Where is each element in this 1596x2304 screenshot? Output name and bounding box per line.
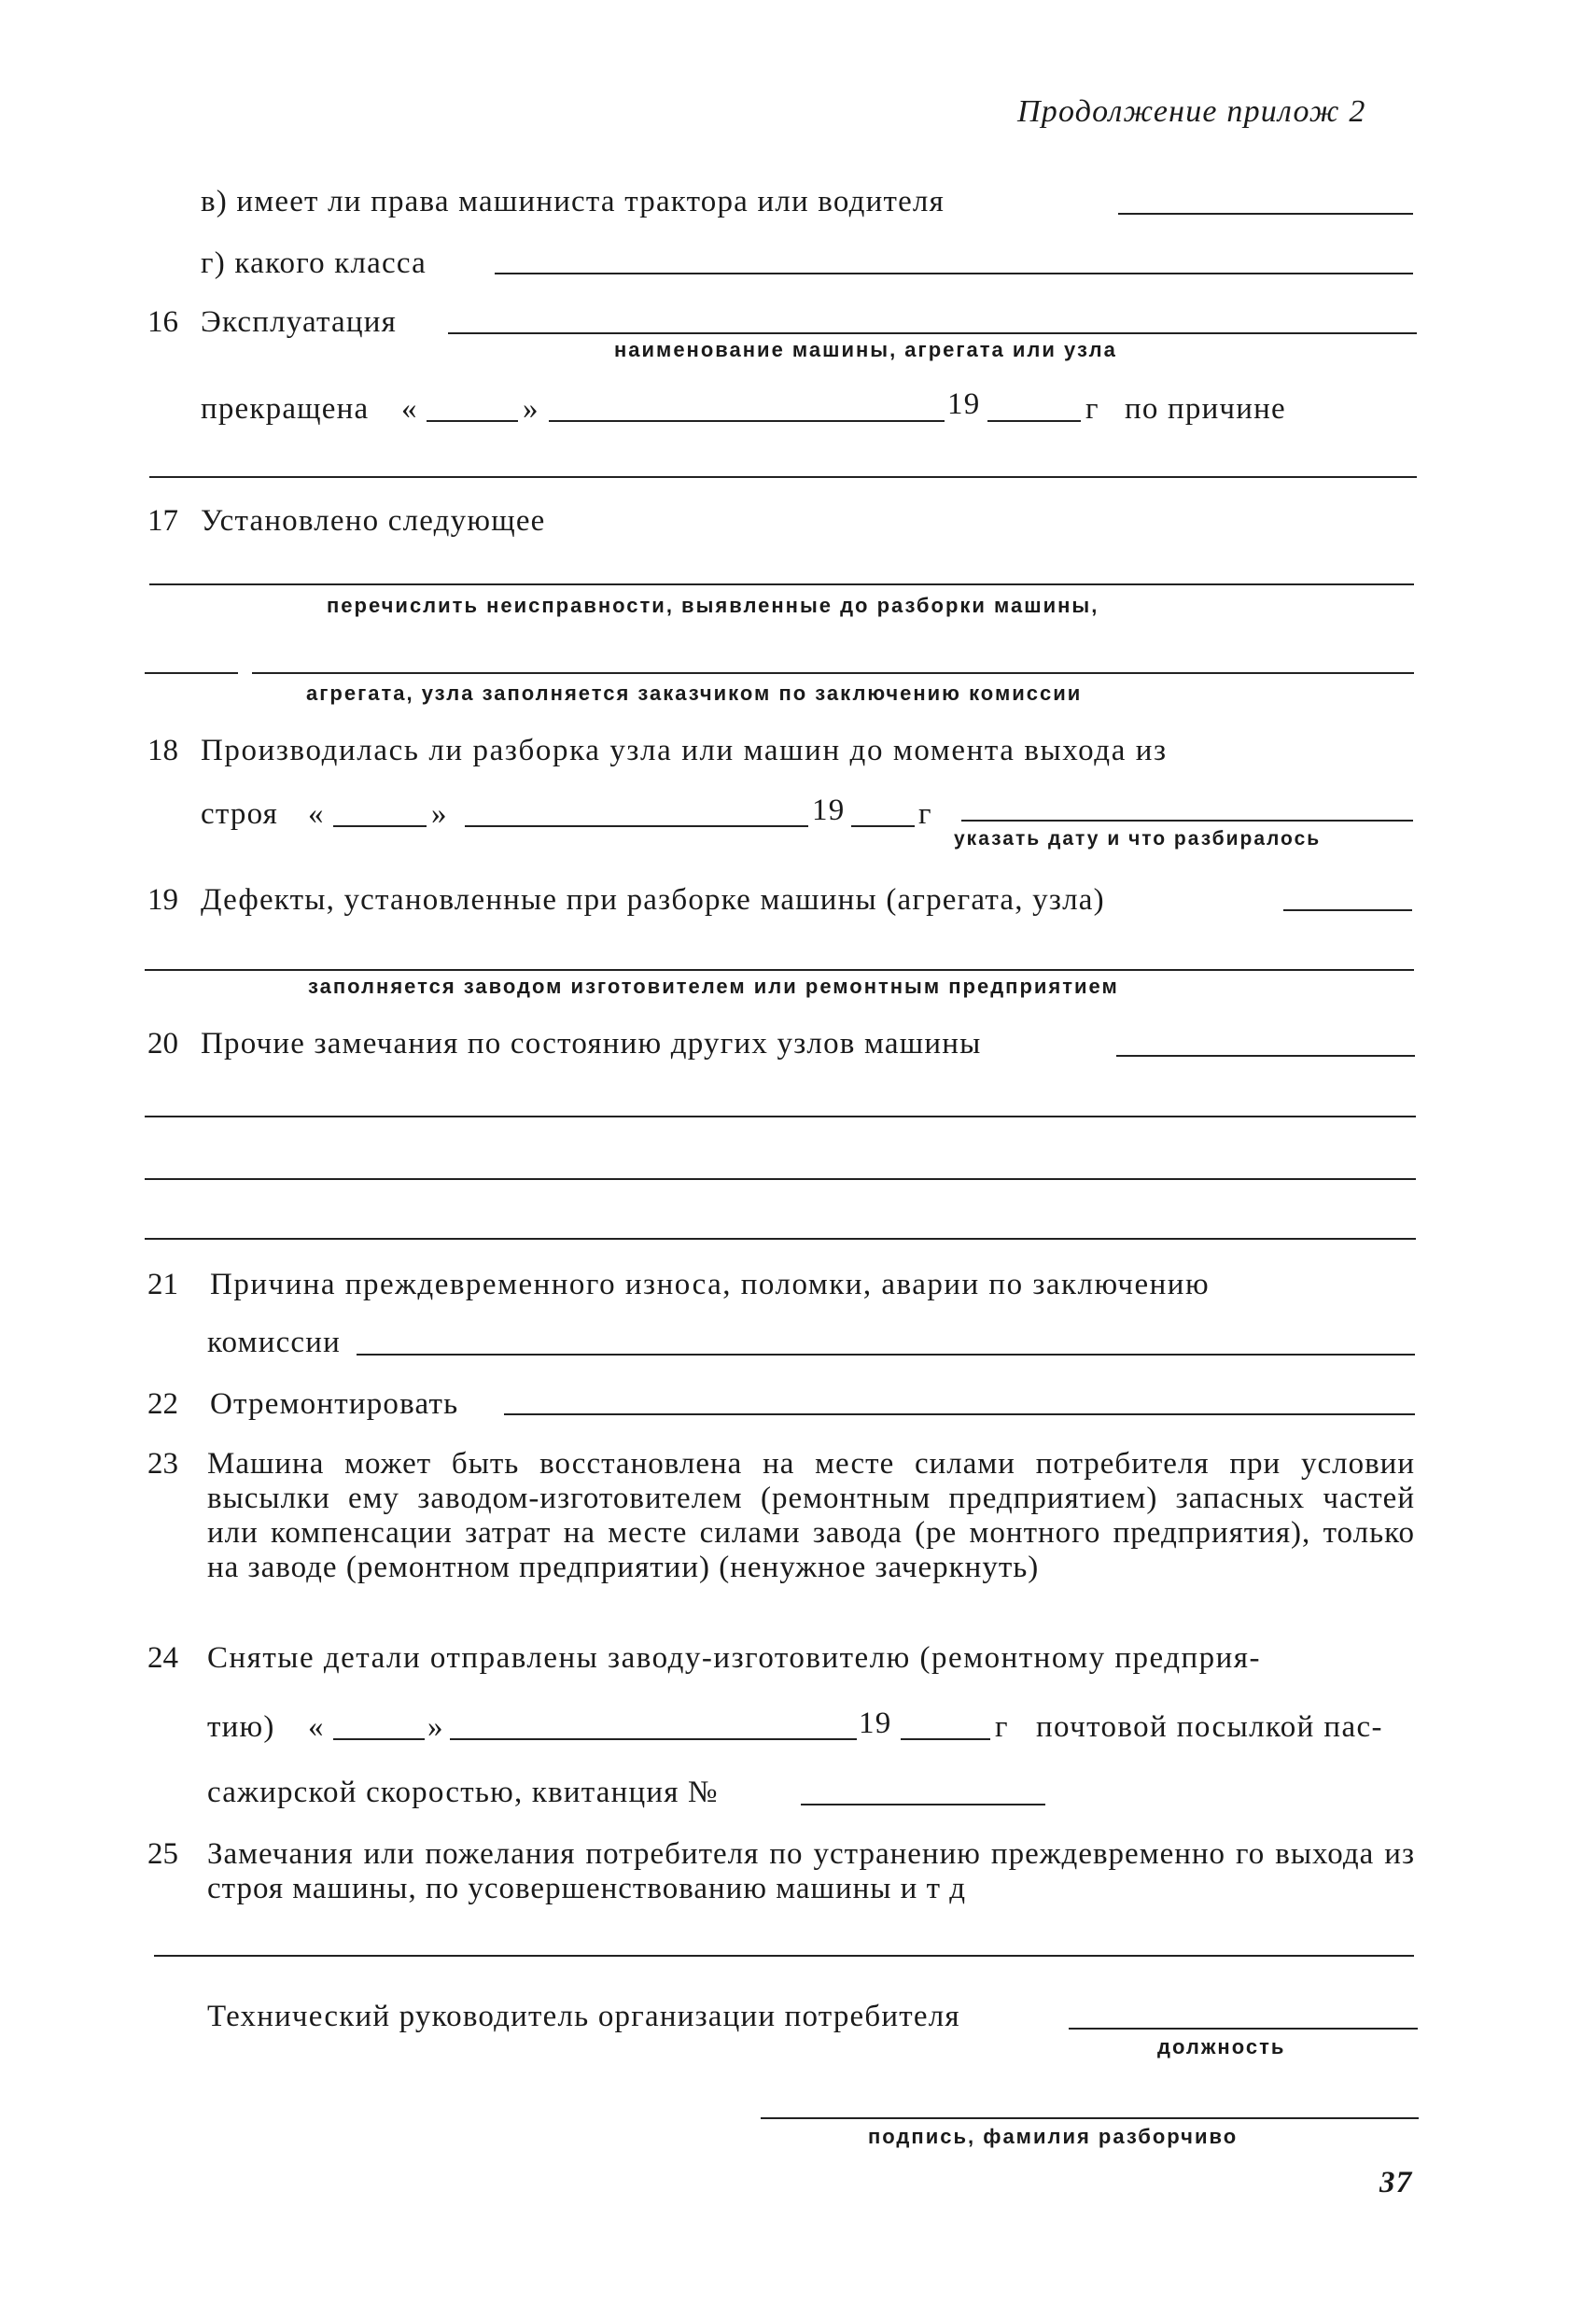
item-23-text: Машина может быть восстановлена на месте силами потребителя при условии высылки ему заводом-изготовителем (ремонтным предприятием) запасных частей или компенсации затрат на месте силами завода (ре монтного предприятия), только на заводе (ремонтном предприятии) (ненужное зачеркнуть) xyxy=(207,1447,1415,1584)
item-24-line-1: Снятые детали отправлены заводу-изготовителю (ремонтному предприя- xyxy=(207,1641,1261,1675)
item-24-year-suffix: г xyxy=(995,1710,1009,1744)
item-16-reason-label: по причине xyxy=(1125,392,1286,426)
item-17-caption-1: перечислить неисправности, выявленные до разборки машины, xyxy=(327,594,1099,617)
item-25-text: Замечания или пожелания потребителя по устранению преждевременно го выхода из строя машины, по усовершенствованию машины и т д xyxy=(207,1837,1415,1905)
item-24-year-prefix: 19 xyxy=(859,1707,892,1740)
item-17-field-2a[interactable] xyxy=(145,672,238,674)
item-19-caption: заполняется заводом изготовителем или ремонтным предприятием xyxy=(308,975,1119,998)
item-18-number: 18 xyxy=(147,734,178,767)
item-16-quote-close: » xyxy=(523,392,539,426)
item-21-line-2: комиссии xyxy=(207,1326,341,1359)
item-24-quote-close: » xyxy=(427,1710,444,1744)
item-24-number: 24 xyxy=(147,1641,178,1675)
position-field[interactable] xyxy=(1069,2028,1418,2030)
item-17-field-1[interactable] xyxy=(149,583,1414,585)
item-18-year-prefix: 19 xyxy=(812,794,846,827)
item-18-line-1: Производилась ли разборка узла или машин до момента выхода из xyxy=(201,734,1168,767)
item-25-field[interactable] xyxy=(154,1955,1414,1957)
item-20-number: 20 xyxy=(147,1027,178,1061)
item-24-line-3: сажирской скоростью, квитанция № xyxy=(207,1776,719,1809)
page-header: Продолжение прилож 2 xyxy=(1017,94,1366,129)
item-20-field-3[interactable] xyxy=(145,1178,1416,1180)
page-number: 37 xyxy=(1379,2166,1413,2199)
position-caption: должность xyxy=(1157,2035,1286,2058)
item-18-caption: указать дату и что разбиралось xyxy=(954,828,1322,850)
item-17-caption-2: агрегата, узла заполняется заказчиком по заключению комиссии xyxy=(306,681,1083,705)
item-20-label: Прочие замечания по состоянию других узлов машины xyxy=(201,1027,982,1061)
item-18-quote-open: « xyxy=(308,797,325,831)
item-18-day-field[interactable] xyxy=(333,825,427,827)
item-22-number: 22 xyxy=(147,1387,178,1421)
item-24-day-field[interactable] xyxy=(333,1738,425,1740)
item-22-field[interactable] xyxy=(504,1413,1415,1415)
item-24-quote-open: « xyxy=(308,1710,325,1744)
signature-label: Технический руководитель организации потребителя xyxy=(207,2000,960,2033)
item-24-line-2b: почтовой посылкой пас- xyxy=(1036,1710,1383,1744)
item-16-reason-field[interactable] xyxy=(149,476,1417,478)
item-17-field-2b[interactable] xyxy=(252,672,1414,674)
item-17-label: Установлено следующее xyxy=(201,504,546,538)
item-19-field-1[interactable] xyxy=(1283,909,1412,911)
signature-field[interactable] xyxy=(761,2117,1419,2119)
item-16-year-prefix: 19 xyxy=(947,387,981,421)
item-21-number: 21 xyxy=(147,1268,178,1301)
item-16-number: 16 xyxy=(147,305,178,339)
item-19-label: Дефекты, установленные при разборке машины (агрегата, узла) xyxy=(201,883,1105,917)
item-19-field-2[interactable] xyxy=(145,969,1414,971)
item-20-field-2[interactable] xyxy=(145,1116,1416,1117)
item-18-line-2: строя xyxy=(201,797,279,831)
item-16-month-field[interactable] xyxy=(549,420,945,422)
item-16-label: Эксплуатация xyxy=(201,305,397,339)
item-25-number: 25 xyxy=(147,1837,178,1871)
item-20-field-1[interactable] xyxy=(1116,1055,1415,1057)
item-24-year-field[interactable] xyxy=(901,1738,990,1740)
item-g-label: г) какого класса xyxy=(201,246,427,280)
item-21-field[interactable] xyxy=(357,1354,1415,1356)
item-g-field[interactable] xyxy=(495,273,1413,274)
item-18-quote-close: » xyxy=(431,797,448,831)
item-19-number: 19 xyxy=(147,883,178,917)
item-16-stop-label: прекращена xyxy=(201,392,370,426)
item-24-receipt-field[interactable] xyxy=(801,1804,1045,1805)
signature-caption: подпись, фамилия разборчиво xyxy=(868,2125,1239,2148)
item-24-month-field[interactable] xyxy=(450,1738,857,1740)
item-20-field-4[interactable] xyxy=(145,1238,1416,1240)
item-16-year-field[interactable] xyxy=(987,420,1081,422)
item-16-year-suffix: г xyxy=(1085,392,1099,426)
item-16-field[interactable] xyxy=(448,332,1417,334)
item-21-line-1: Причина преждевременного износа, поломки, аварии по заключению xyxy=(210,1268,1211,1301)
item-16-quote-open: « xyxy=(401,392,418,426)
item-18-detail-field[interactable] xyxy=(961,820,1413,822)
item-24-line-2: тию) xyxy=(207,1710,275,1744)
item-22-label: Отремонтировать xyxy=(210,1387,459,1421)
item-18-month-field[interactable] xyxy=(465,825,808,827)
item-v-field[interactable] xyxy=(1118,213,1413,215)
item-18-year-suffix: г xyxy=(918,797,932,831)
item-18-year-field[interactable] xyxy=(851,825,915,827)
item-16-caption: наименование машины, агрегата или узла xyxy=(614,338,1117,361)
item-17-number: 17 xyxy=(147,504,178,538)
item-16-day-field[interactable] xyxy=(427,420,518,422)
item-v-label: в) имеет ли права машиниста трактора или водителя xyxy=(201,185,945,218)
item-23-number: 23 xyxy=(147,1447,178,1481)
